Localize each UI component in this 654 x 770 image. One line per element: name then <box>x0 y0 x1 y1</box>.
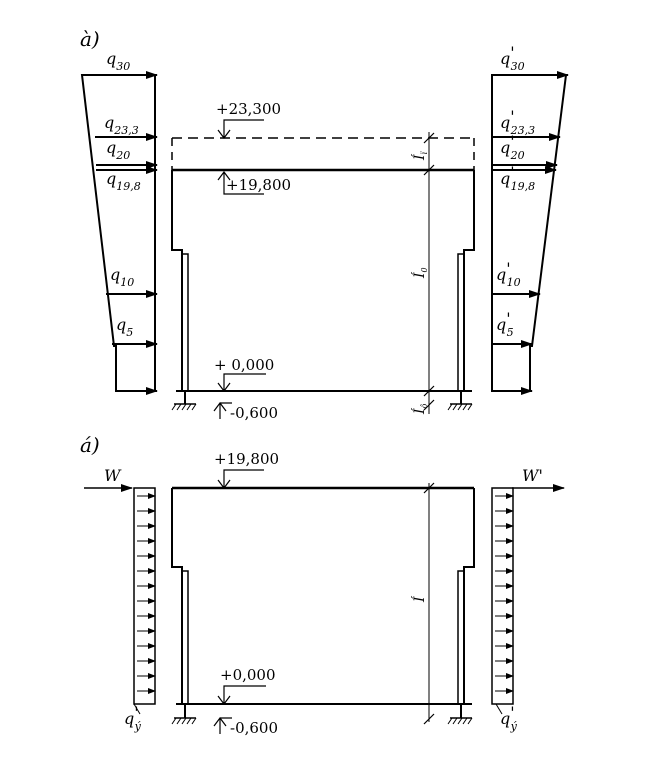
dim-label-foundation: $Í_ô$ <box>412 403 429 414</box>
dim-label-parapet: $Í_ï$ <box>412 151 429 160</box>
left-column-outer-b <box>172 488 182 704</box>
uniform-load-arrows-right <box>495 496 513 691</box>
elev-marker-parapet <box>218 120 264 138</box>
support-right-hatch-a <box>448 404 472 410</box>
uniform-load-left-b <box>134 488 155 704</box>
uniform-load-arrows-left <box>137 496 155 691</box>
label-q10-right: q' 10 <box>496 259 521 289</box>
elev-foundation-a: -0,600 <box>230 404 279 422</box>
label-q5-right: q' 5 <box>496 309 514 339</box>
elev-ground-a: + 0,000 <box>214 356 275 374</box>
wind-left-label: W <box>104 466 121 485</box>
panel-b-label: á) <box>80 433 100 457</box>
elev-roof-a: +19,800 <box>226 176 292 194</box>
dim-label-height-a: $Í_0$ <box>412 267 429 278</box>
dimension-line-b <box>410 483 434 724</box>
label-q10-left: $q_{10}$ <box>110 265 135 289</box>
support-left-hatch-a <box>172 404 196 410</box>
wind-right-label: W' <box>522 466 543 485</box>
right-column-outer-b <box>464 488 474 704</box>
support-right-hatch-b <box>448 718 472 724</box>
uniform-load-right-b <box>492 488 513 704</box>
label-q20-right: q' 20 <box>500 132 525 162</box>
elev-parapet: +23,300 <box>216 100 282 118</box>
elevation-markers-b <box>214 450 279 737</box>
label-q23-left: $q_{23,3}$ <box>104 113 139 137</box>
elev-roof-b: +19,800 <box>214 450 280 468</box>
support-left-hatch-b <box>172 718 196 724</box>
elev-marker-ground-a <box>218 374 266 391</box>
elev-ground-b: +0,000 <box>220 666 276 684</box>
panel-a-label: à) <box>80 27 100 51</box>
elev-marker-ground-b <box>218 686 266 704</box>
label-q23-right: q' 23,3 <box>500 107 536 137</box>
uniform-load-strip-right <box>492 488 513 704</box>
uniform-load-strip-left <box>134 488 155 704</box>
dimension-line-a <box>410 132 434 415</box>
load-label-left-b: q' ý <box>124 703 141 733</box>
label-q20-left: $q_{20}$ <box>106 138 131 162</box>
left-load-diagram-a <box>82 75 157 391</box>
right-column-outer-a <box>464 170 474 391</box>
elevation-markers-a <box>214 100 291 422</box>
elev-foundation-b: -0,600 <box>230 719 279 737</box>
wind-arrows-b <box>84 466 564 488</box>
load-label-right-b: q' ý <box>500 703 517 733</box>
left-column-outer-a <box>172 170 182 391</box>
left-load-labels-a <box>104 49 141 339</box>
label-q198-right: q' 19,8 <box>500 163 536 193</box>
dim-label-height-b: Í <box>412 596 428 602</box>
label-q30-left: $q_{30}$ <box>106 49 131 73</box>
label-q198-left: $q_{19,8}$ <box>106 169 141 193</box>
label-q30-right: q' 30 <box>500 43 525 73</box>
elev-marker-roof-b <box>218 470 264 488</box>
label-q5-left: $q_5$ <box>116 315 134 339</box>
